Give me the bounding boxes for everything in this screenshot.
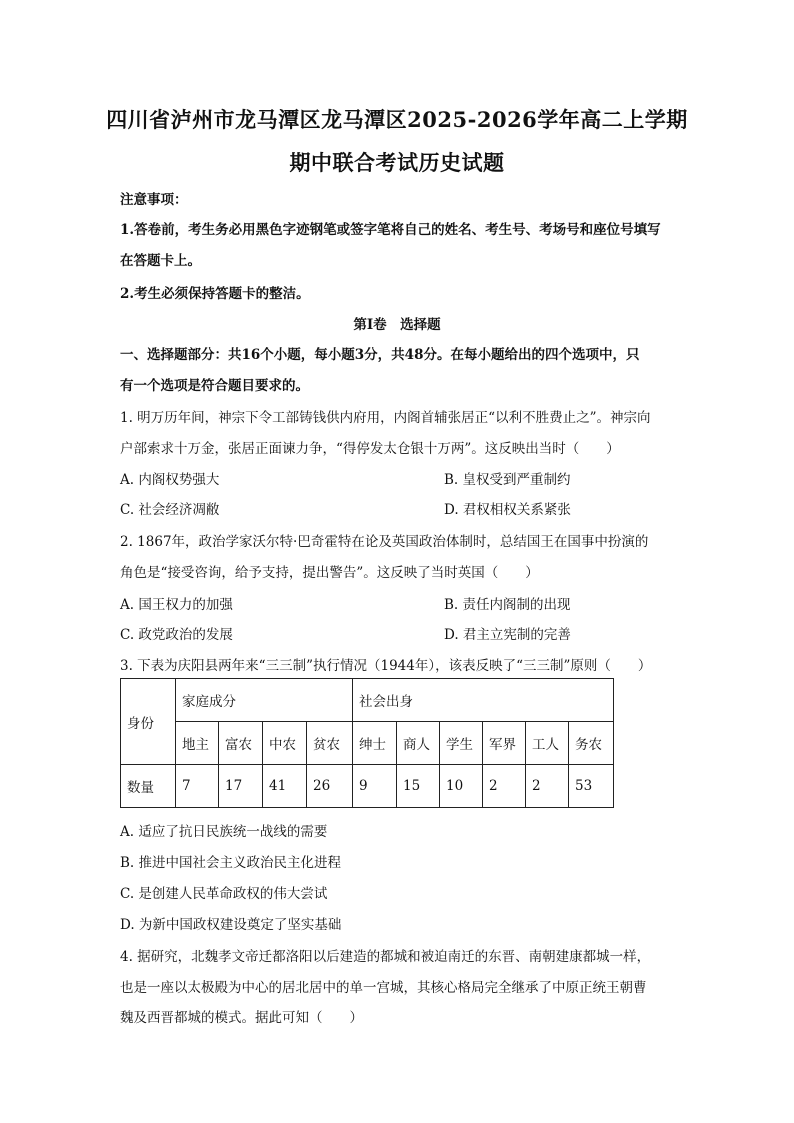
table-cell: 2 xyxy=(526,765,569,808)
table-cell: 10 xyxy=(440,765,483,808)
notice-heading: 注意事项： xyxy=(120,192,188,208)
q1-option-a: A. 内阁权势强大 xyxy=(120,472,220,488)
table-identity-header: 身份 xyxy=(121,679,176,765)
table-header-cell: 工人 xyxy=(526,722,569,765)
q1-option-d: D. 君权相权关系紧张 xyxy=(444,502,571,518)
table-group-family: 家庭成分 xyxy=(176,679,353,722)
table-cell: 26 xyxy=(307,765,353,808)
exam-title-line2: 期中联合考试历史试题 xyxy=(289,150,505,175)
q2-stem-a: 2. 1867年，政治学家沃尔特·巴奇霍特在论及英国政治体制时，总结国王在国事中扮演的 xyxy=(120,534,649,550)
table-row-label: 数量 xyxy=(121,765,176,808)
table-header-cell: 商人 xyxy=(397,722,440,765)
section-title: 第Ⅰ卷 选择题 xyxy=(353,317,441,333)
q4-stem-c: 魏及西晋都城的模式。据此可知（ ） xyxy=(120,1010,363,1026)
q1-stem-b: 户部索求十万金，张居正面谏力争，“得停发太仓银十万两”。这反映出当时（ ） xyxy=(120,441,620,457)
table-cell: 41 xyxy=(263,765,307,808)
table-header-cell: 贫农 xyxy=(307,722,353,765)
q3-stem: 3. 下表为庆阳县两年来“三三制”执行情况（1944年），该表反映了“三三制”原则（ ） xyxy=(120,658,652,674)
exam-title-line1: 四川省泸州市龙马潭区龙马潭区2025-2026学年高二上学期 xyxy=(106,107,688,132)
table-cell: 7 xyxy=(176,765,219,808)
table-header-cell: 中农 xyxy=(263,722,307,765)
notice-item1-b: 在答题卡上。 xyxy=(120,253,201,269)
table-header-cell: 军界 xyxy=(483,722,526,765)
table-cell: 17 xyxy=(219,765,263,808)
table-row xyxy=(121,765,614,808)
table-cell: 2 xyxy=(483,765,526,808)
q4-stem-a: 4. 据研究，北魏孝文帝迁都洛阳以后建造的都城和被迫南迁的东晋、南朝建康都城一样， xyxy=(120,949,651,965)
q1-option-b: B. 皇权受到严重制约 xyxy=(444,472,571,488)
q3-option-b: B. 推进中国社会主义政治民主化进程 xyxy=(120,855,342,871)
table-cell: 53 xyxy=(569,765,614,808)
table-header-cell: 地主 xyxy=(176,722,219,765)
table-header-cell: 学生 xyxy=(440,722,483,765)
q2-option-c: C. 政党政治的发展 xyxy=(120,627,233,643)
table-cell: 9 xyxy=(353,765,397,808)
q4-stem-b: 也是一座以太极殿为中心的居北居中的单一宫城，其核心格局完全继承了中原正统王朝曹 xyxy=(120,980,647,996)
table-header-cell: 富农 xyxy=(219,722,263,765)
notice-item1-a: 1.答卷前，考生务必用黑色字迹钢笔或签字笔将自己的姓名、考生号、考场号和座位号填写 xyxy=(120,222,661,238)
table-header-cell: 绅士 xyxy=(353,722,397,765)
table-header-cell: 务农 xyxy=(569,722,614,765)
q1-stem-a: 1. 明万历年间，神宗下令工部铸钱供内府用，内阁首辅张居正“以利不胜费止之”。神宗向 xyxy=(120,410,651,426)
part1-instruction-b: 有一个选项是符合题目要求的。 xyxy=(120,378,309,394)
q1-option-c: C. 社会经济凋敝 xyxy=(120,502,220,518)
q2-option-a: A. 国王权力的加强 xyxy=(120,597,233,613)
part1-instruction-a: 一、选择题部分：共16个小题，每小题3分，共48分。在每小题给出的四个选项中，只 xyxy=(120,347,640,363)
table-header-row xyxy=(121,722,614,765)
notice-item2: 2.考生必须保持答题卡的整洁。 xyxy=(120,286,310,302)
table-cell: 15 xyxy=(397,765,440,808)
table-group-social: 社会出身 xyxy=(353,679,614,722)
q2-stem-b: 角色是“接受咨询，给予支持，提出警告”。这反映了当时英国（ ） xyxy=(120,565,539,581)
q3-table xyxy=(120,678,614,808)
q2-option-d: D. 君主立宪制的完善 xyxy=(444,627,571,643)
q3-option-d: D. 为新中国政权建设奠定了坚实基础 xyxy=(120,917,342,933)
q2-option-b: B. 责任内阁制的出现 xyxy=(444,597,571,613)
q3-option-c: C. 是创建人民革命政权的伟大尝试 xyxy=(120,886,328,902)
q3-option-a: A. 适应了抗日民族统一战线的需要 xyxy=(120,824,328,840)
